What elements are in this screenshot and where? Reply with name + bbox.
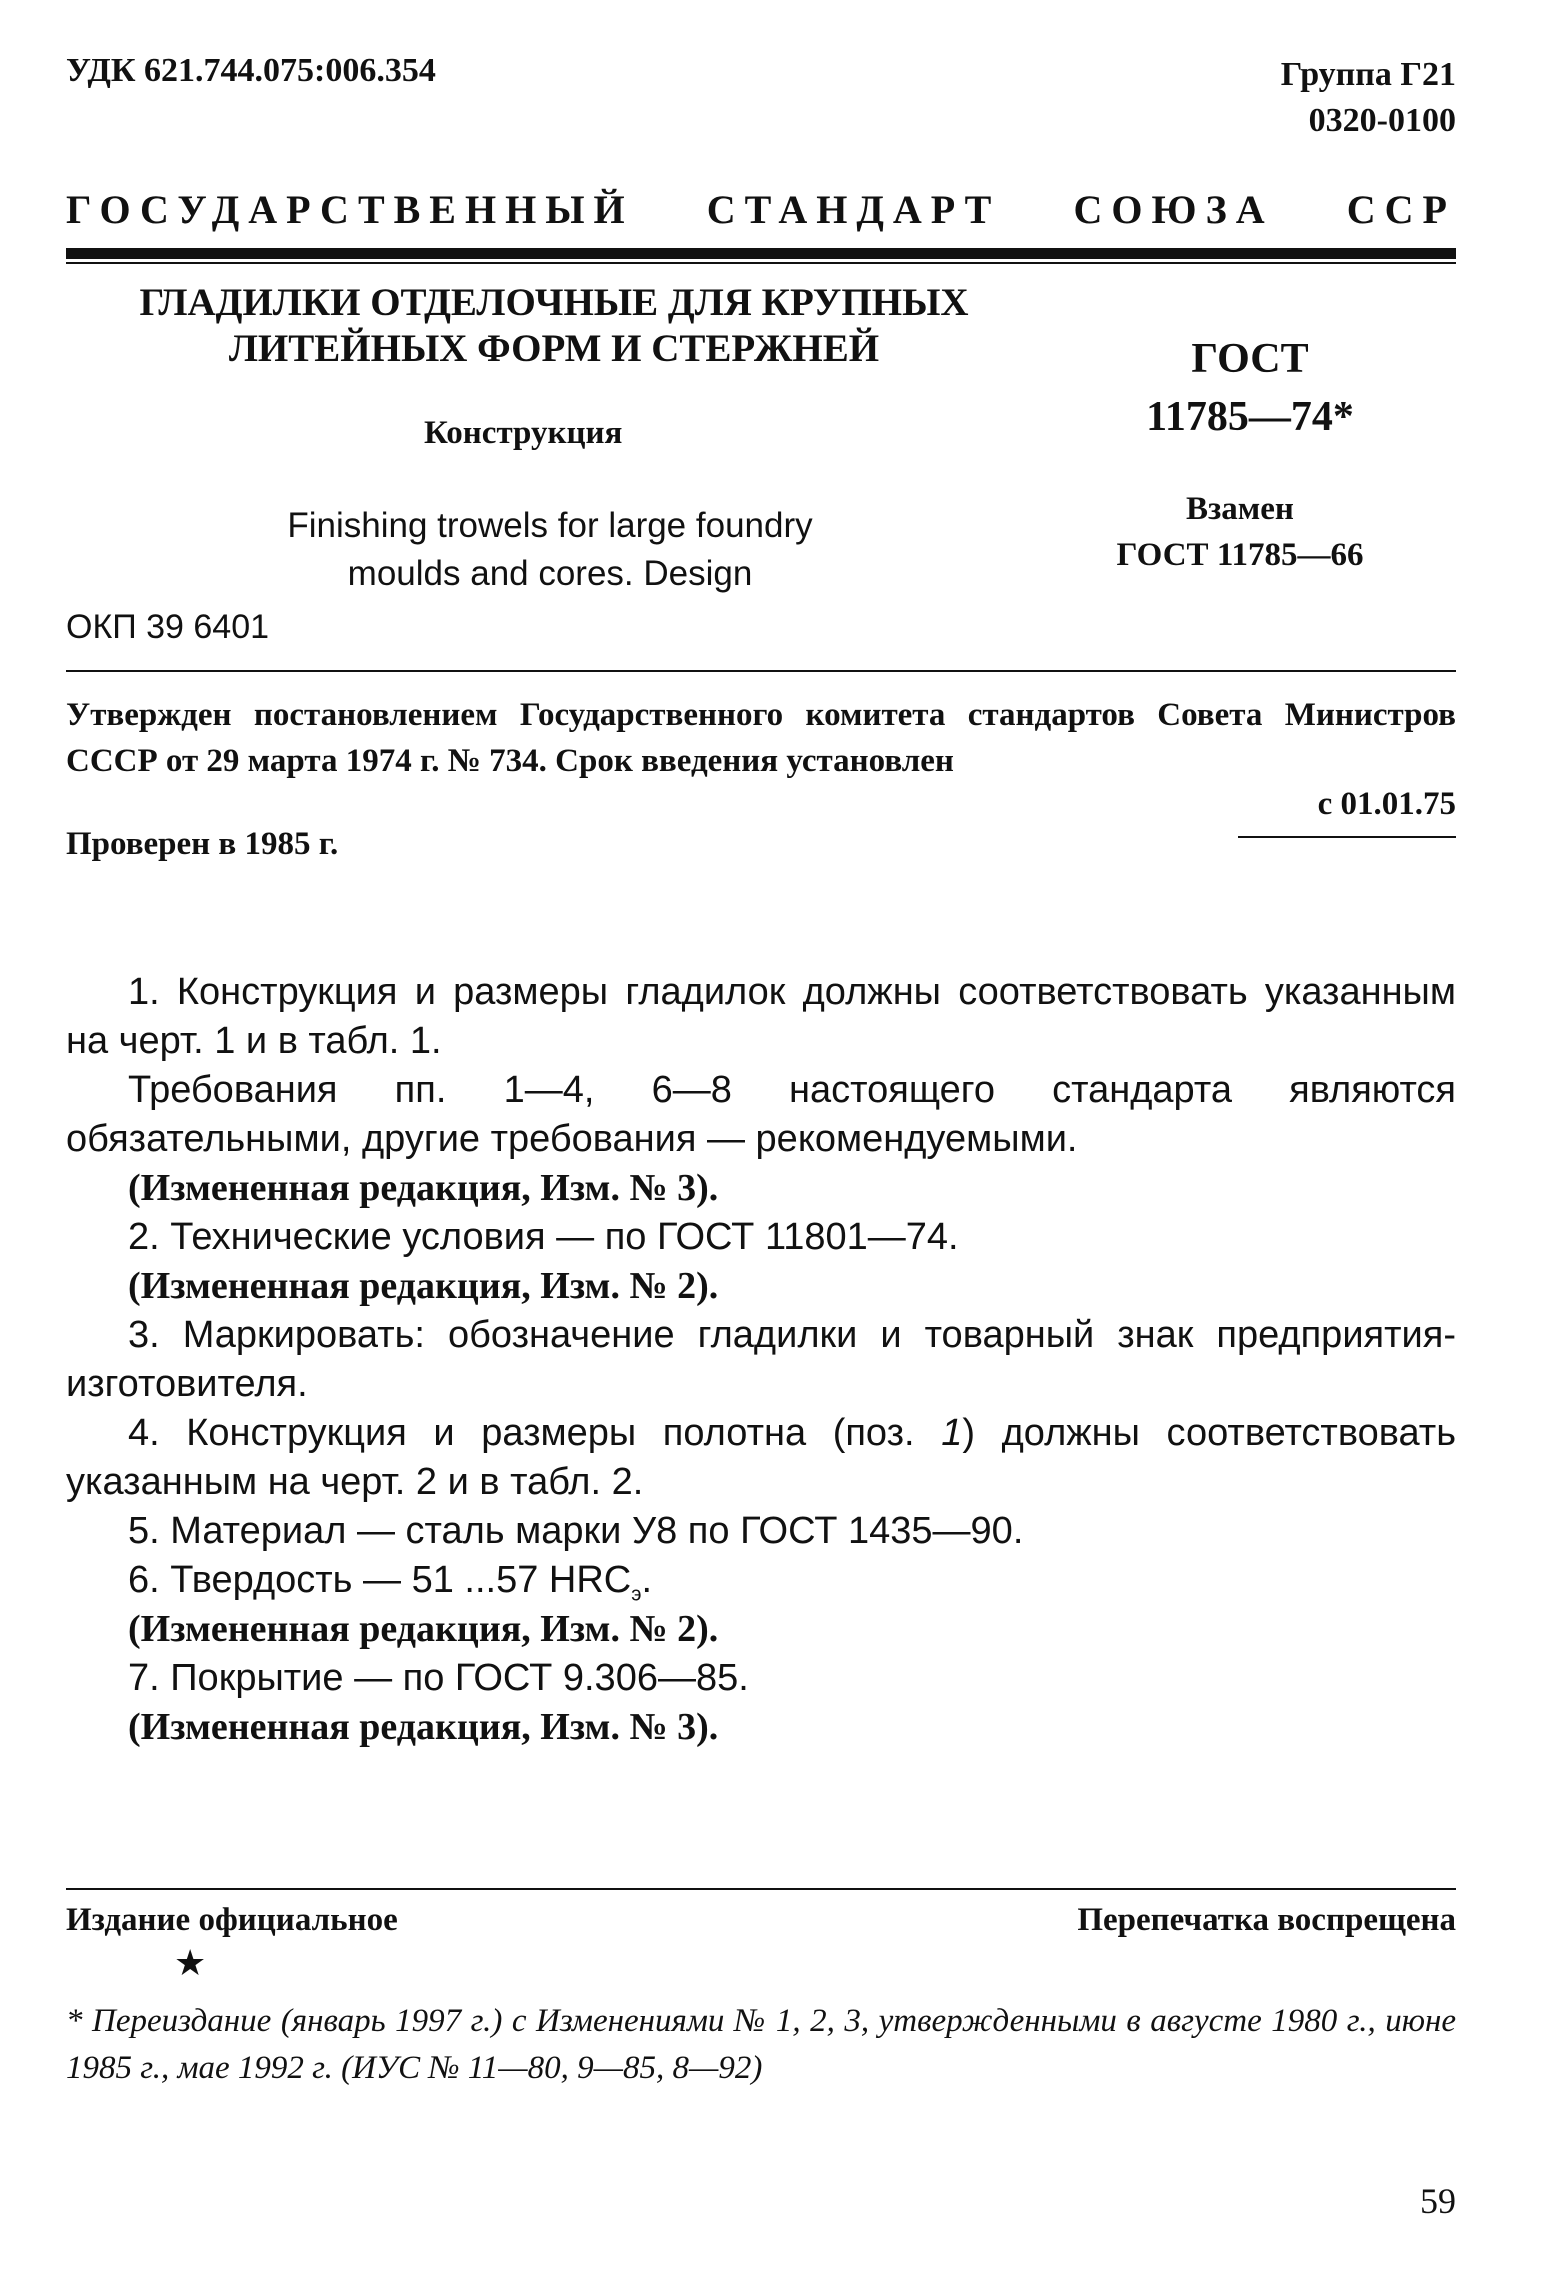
amendment-note-3: (Измененная редакция, Изм. № 2). <box>128 1608 719 1650</box>
replaced-standard: ГОСТ 11785—66 <box>1116 537 1364 573</box>
amendment-note-1: (Измененная редакция, Изм. № 3). <box>128 1167 719 1209</box>
clause-7: 7. Покрытие — по ГОСТ 9.306—85. <box>128 1657 749 1699</box>
group-code <box>1281 52 1456 144</box>
english-title-line-2: moulds and cores. Design <box>347 554 753 593</box>
amendment-note-2: (Измененная редакция, Изм. № 2). <box>128 1265 719 1307</box>
title-line-2: ЛИТЕЙНЫХ ФОРМ И СТЕРЖНЕЙ <box>228 327 880 370</box>
clause-4-end: ) должны соответствовать указанным на черт. 2 и в табл. 2. <box>66 1412 1456 1503</box>
clause-5: 5. Материал — сталь марки У8 по ГОСТ 1435—90. <box>128 1510 1024 1552</box>
clause-6-text: 6. Твердость — 51 ...57 HRC <box>128 1559 632 1601</box>
english-title-line-1: Finishing trowels for large foundry <box>287 506 813 545</box>
reprint-prohibited: Перепечатка воспрещена <box>1077 1902 1456 1938</box>
clause-4-start: 4. Конструкция и размеры полотна (поз. <box>128 1412 942 1454</box>
thick-divider <box>66 248 1456 259</box>
document-title <box>104 280 1004 372</box>
clause-4 <box>66 1409 1456 1507</box>
title-line-1: ГЛАДИЛКИ ОТДЕЛОЧНЫЕ ДЛЯ КРУПНЫХ <box>139 281 969 324</box>
clause-1: 1. Конструкция и размеры гладилок должны соответствовать указанным на черт. 1 и в табл. 1. <box>66 971 1456 1062</box>
group-label: Группа Г21 <box>1280 56 1456 93</box>
amendment-note-4: (Измененная редакция, Изм. № 3). <box>128 1706 719 1748</box>
replaces-label: Взамен <box>1186 491 1294 527</box>
heading-word-3: СОЮЗА <box>1073 187 1274 232</box>
approval-text: Утвержден постановлением Государственного комитета стандартов Совета Министров СССР от 29 марта 1974 г. № 734. Срок введения установлен <box>66 697 1456 779</box>
date-underline <box>1238 836 1456 838</box>
reissue-footnote: * Переиздание (январь 1997 г.) с Изменениями № 1, 2, 3, утвержденными в августе 1980 г., июне 1985 г., мае 1992 г. (ИУС № 11—80, 9—85, 8—92) <box>66 2003 1456 2086</box>
heading-word-4: ССР <box>1346 187 1456 232</box>
udc-code: УДК 621.744.075:006.354 <box>66 52 436 89</box>
clause-2: 2. Технические условия — по ГОСТ 11801—74. <box>128 1216 959 1258</box>
page-number: 59 <box>1420 2181 1456 2221</box>
section-divider <box>66 670 1456 672</box>
star-icon: ★ <box>174 1943 207 1983</box>
document-subtitle: Конструкция <box>424 415 623 451</box>
okstu-code: 0320-0100 <box>1308 102 1456 139</box>
gost-designation <box>1100 330 1400 446</box>
official-edition: Издание официальное <box>66 1902 398 1938</box>
state-standard-heading <box>66 186 1456 233</box>
checked-year: Проверен в 1985 г. <box>66 826 339 862</box>
english-title <box>200 502 900 598</box>
position-number: 1 <box>941 1412 963 1454</box>
heading-word-2: СТАНДАРТ <box>706 187 1001 232</box>
gost-number: 11785—74* <box>1146 394 1354 440</box>
clause-6-end: . <box>641 1559 653 1601</box>
replaces-block <box>1050 486 1430 578</box>
hardness-subscript: э <box>631 1583 642 1606</box>
okp-code: ОКП 39 6401 <box>66 608 270 646</box>
gost-label: ГОСТ <box>1191 336 1309 382</box>
clause-1-requirements: Требования пп. 1—4, 6—8 настоящего стандарта являются обязательными, другие требования — рекомендуемыми. <box>66 1069 1456 1160</box>
thin-divider <box>66 262 1456 264</box>
effective-date: с 01.01.75 <box>1317 786 1456 822</box>
heading-word-1: ГОСУДАРСТВЕННЫЙ <box>66 187 634 232</box>
clause-3: 3. Маркировать: обозначение гладилки и товарный знак предприятия-изготовителя. <box>66 1314 1456 1405</box>
footer-divider <box>66 1888 1456 1890</box>
